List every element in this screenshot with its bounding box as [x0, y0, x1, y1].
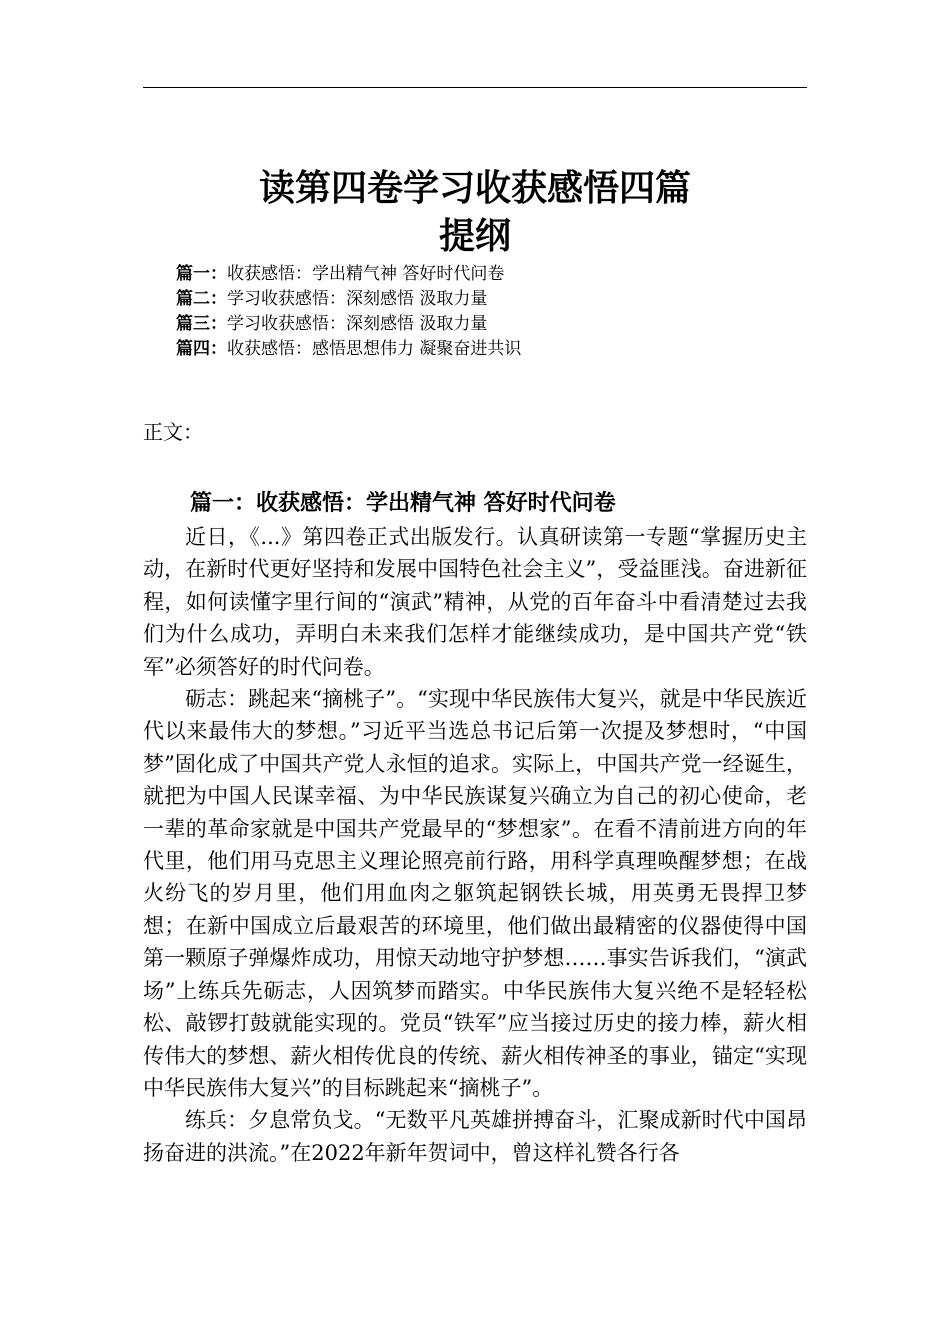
outline-item [176, 287, 521, 312]
outline-item-text: 学习收获感悟：深刻感悟 汲取力量 [227, 314, 488, 334]
outline-item-prefix: 篇二： [176, 289, 227, 309]
section-heading-text: 收获感悟：学出精气神 答好时代问卷 [256, 490, 616, 517]
outline-item-prefix: 篇一： [176, 264, 227, 284]
paragraph: 练兵：夕息常负戈。“无数平凡英雄拼搏奋斗，汇聚成新时代中国昂扬奋进的洪流。”在2022年新年贺词中，曾这样礼赞各行各 [143, 1108, 807, 1165]
paragraph: 砺志：跳起来“摘桃子”。“实现中华民族伟大复兴，就是中华民族近代以来最伟大的梦想。”习近平当选总书记后第一次提及梦想时，“中国梦”固化成了中国共产党人永恒的追求。实际上，中国共产党一经诞生，就把为中国人民谋幸福、为中华民族谋复兴确立为自己的初心使命，老一辈的革命家就是中国共产党最早的“梦想家”。在看不清前进方向的年代里，他们用马克思主义理论照亮前行路，用科学真理唤醒梦想；在战火纷飞的岁月里，他们用血肉之躯筑起钢铁长城，用英勇无畏捍卫梦想；在新中国成立后最艰苦的环境里，他们做出最精密的仪器使得中国第一颗原子弹爆炸成功，用惊天动地守护梦想……事实告诉我们，“演武场”上练兵先砺志，人因筑梦而踏实。中华民族伟大复兴绝不是轻轻松松、敲锣打鼓就能实现的。党员“铁军”应当接过历史的接力棒，薪火相传伟大的梦想、薪火相传优良的传统、薪火相传神圣的事业，锚定“实现中华民族伟大复兴”的目标跳起来“摘桃子”。 [143, 687, 807, 1100]
body-content [143, 521, 807, 1169]
section-heading [190, 488, 616, 519]
section-heading-prefix: 篇一： [190, 491, 257, 517]
document-title: 读第四卷学习收获感悟四篇 [258, 168, 691, 209]
header-rule [143, 87, 807, 88]
outline-item-text: 收获感悟：学出精气神 答好时代问卷 [227, 264, 505, 284]
outline-item-text: 收获感悟：感悟思想伟力 凝聚奋进共识 [227, 339, 522, 359]
outline-item [176, 337, 521, 362]
outline-item-text: 学习收获感悟：深刻感悟 汲取力量 [227, 289, 488, 309]
body-label: 正文： [143, 420, 203, 444]
outline-list [176, 262, 521, 362]
paragraph: 近日，《...》第四卷正式出版发行。认真研读第一专题“掌握历史主动，在新时代更好坚持和发展中国特色社会主义”，受益匪浅。奋进新征程，如何读懂字里行间的“演武”精神，从党的百年奋斗中看清楚过去我们为什么成功，弄明白未来我们怎样才能继续成功，是中国共产党“铁军”必须答好的时代问卷。 [143, 525, 807, 679]
outline-item-prefix: 篇三： [176, 314, 227, 334]
outline-item [176, 262, 521, 287]
outline-item [176, 312, 521, 337]
document-title-subline: 提纲 [438, 216, 511, 257]
outline-item-prefix: 篇四： [176, 339, 227, 359]
